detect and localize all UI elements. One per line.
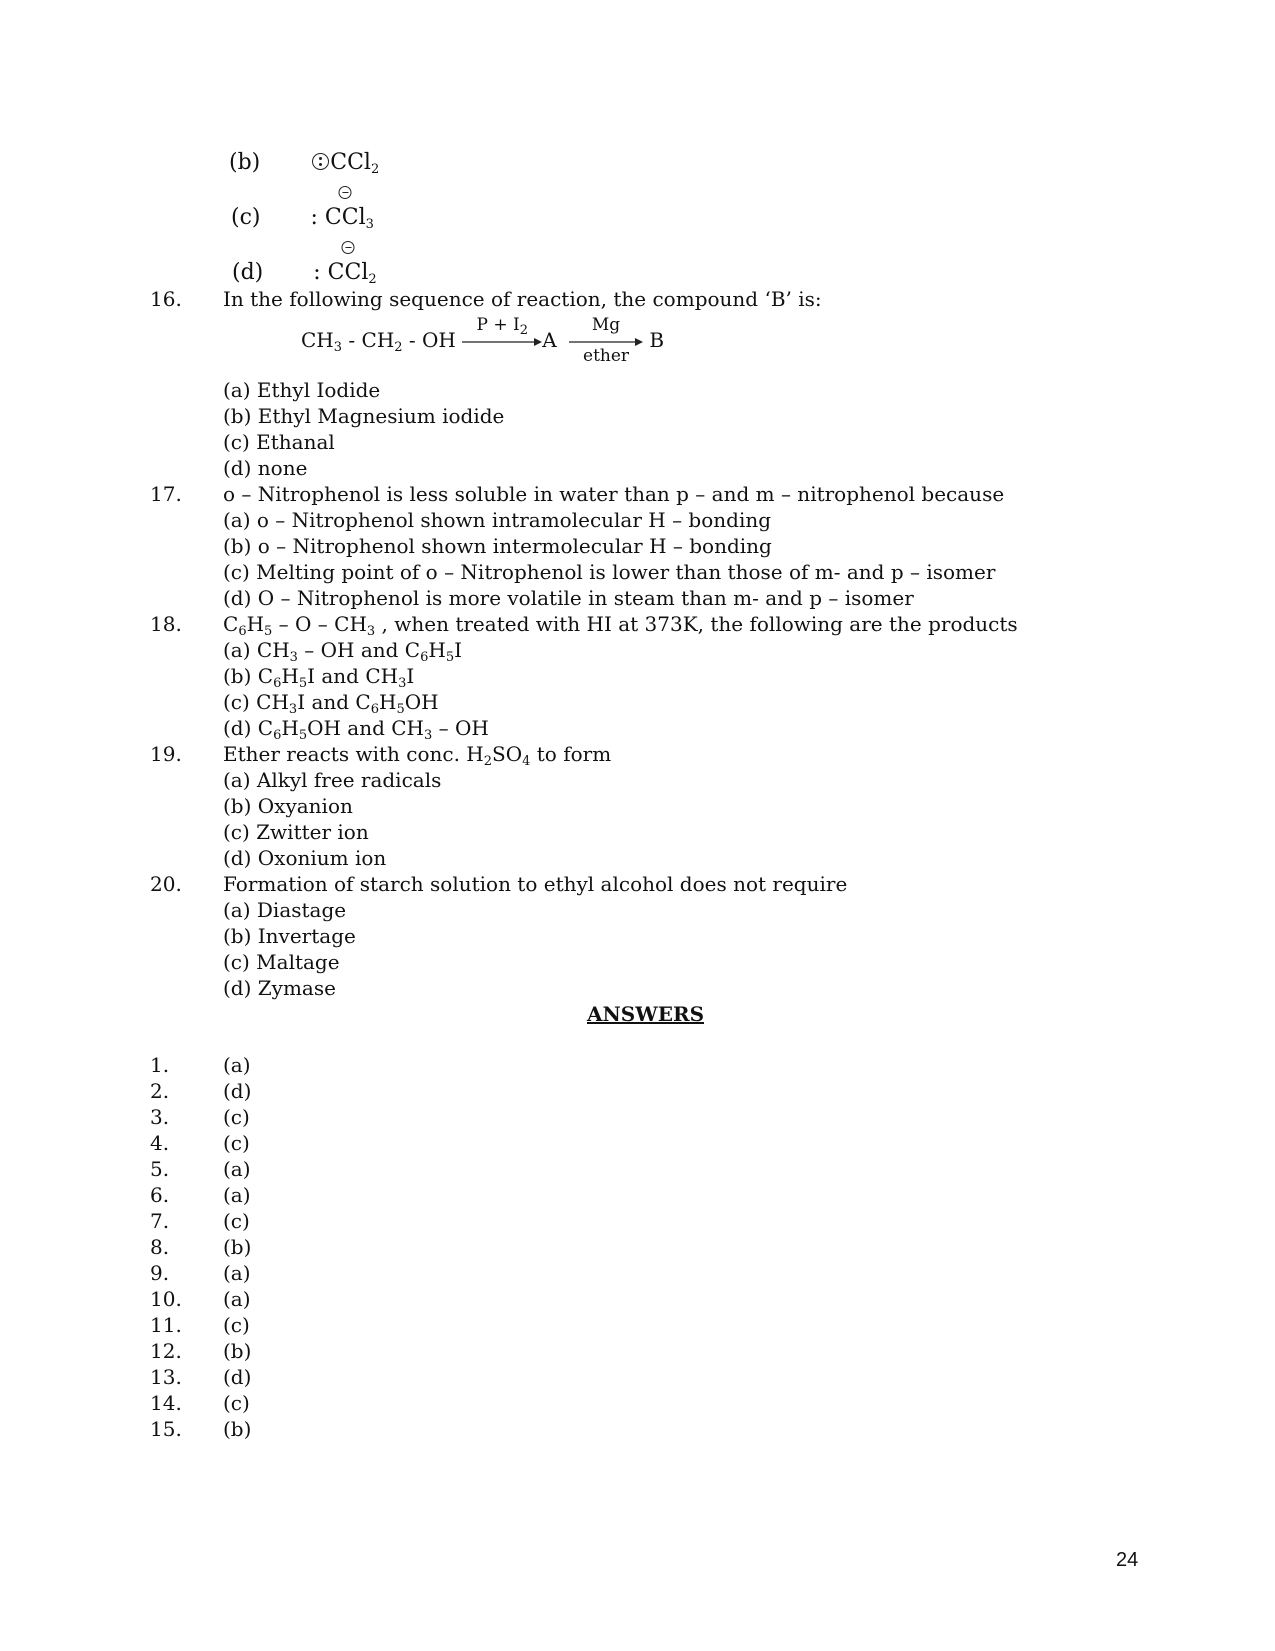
option: (c) Ethanal [223,430,335,454]
option: (a) o – Nitrophenol shown intramolecular H – bonding [223,508,772,532]
answer-value: (b) [223,1417,252,1441]
reaction-equation: $CH_3 - CH_2$ - OH $P + I_2$ A Mg ether B [301,314,665,366]
answer-number: 9. [150,1261,170,1285]
q15-option-c: (c) : CCl$_3$ [231,205,374,231]
option: (d) none [223,456,308,480]
option: (a) Diastage [223,898,347,922]
option: (d) $C_6H_5OH$ and $CH_3$ – OH [223,716,489,743]
answer-value: (d) [223,1079,252,1103]
q15-option-d: (d) : CCl$_2$ [232,260,377,286]
option: (c) $CH_3I$ and $C_6H_5OH$ [223,690,439,717]
answer-value: (c) [223,1391,250,1415]
answer-value: (a) [223,1183,251,1207]
negative-charge-icon [342,241,355,254]
negative-charge-icon [339,186,352,199]
answer-number: 10. [150,1287,182,1311]
option: (d) Zymase [223,976,336,1000]
answer-number: 11. [150,1313,182,1337]
question-number: 16. [150,287,182,311]
answer-number: 6. [150,1183,170,1207]
answer-number: 12. [150,1339,182,1363]
question-text: o – Nitrophenol is less soluble in water than p – and m – nitrophenol because [223,482,1005,506]
option: (a) $CH_3$ – OH and $C_6H_5I$ [223,638,463,665]
answer-value: (b) [223,1235,252,1259]
answers-heading: ANSWERS [587,1002,705,1026]
question-number: 19. [150,742,182,766]
q15-option-b: (b) CCl$_2$ [229,150,380,177]
option: (b) o – Nitrophenol shown intermolecular H – bonding [223,534,772,558]
carbene-dot-icon [312,153,329,170]
page-number: 24 [1116,1549,1139,1571]
answer-number: 15. [150,1417,182,1441]
answer-number: 1. [150,1053,170,1077]
answer-number: 3. [150,1105,170,1129]
option: (d) O – Nitrophenol is more volatile in steam than m- and p – isomer [223,586,914,610]
question-text: Ether reacts with conc. $H_2SO_4$ to form [223,742,612,769]
answer-value: (c) [223,1131,250,1155]
answer-number: 7. [150,1209,170,1233]
reaction-arrow-1: $P + I_2$ [462,332,542,352]
answer-number: 13. [150,1365,182,1389]
answer-number: 4. [150,1131,170,1155]
answer-value: (a) [223,1053,251,1077]
option: (a) Alkyl free radicals [223,768,442,792]
question-number: 20. [150,872,182,896]
answer-number: 2. [150,1079,170,1103]
option: (a) Ethyl Iodide [223,378,381,402]
answer-number: 5. [150,1157,170,1181]
option: (c) Maltage [223,950,340,974]
answer-number: 14. [150,1391,182,1415]
question-text: $C_6H_5$ – O – $CH_3$ , when treated with HI at 373K, the following are the products [223,612,1018,639]
question-number: 18. [150,612,182,636]
answer-value: (c) [223,1105,250,1129]
question-number: 17. [150,482,182,506]
answer-number: 8. [150,1235,170,1259]
option: (c) Zwitter ion [223,820,369,844]
option: (b) $C_6H_5I$ and $CH_3I$ [223,664,415,691]
option: (b) Invertage [223,924,356,948]
answer-value: (a) [223,1287,251,1311]
answer-value: (c) [223,1313,250,1337]
option: (b) Ethyl Magnesium iodide [223,404,505,428]
option: (d) Oxonium ion [223,846,387,870]
answer-value: (a) [223,1157,251,1181]
answer-value: (d) [223,1365,252,1389]
option: (b) Oxyanion [223,794,353,818]
option: (c) Melting point of o – Nitrophenol is lower than those of m- and p – isomer [223,560,996,584]
question-text: Formation of starch solution to ethyl alcohol does not require [223,872,848,896]
reaction-arrow-2: Mg ether [569,332,643,352]
answer-value: (a) [223,1261,251,1285]
answer-value: (b) [223,1339,252,1363]
answer-value: (c) [223,1209,250,1233]
question-text: In the following sequence of reaction, the compound ‘B’ is: [223,287,822,311]
